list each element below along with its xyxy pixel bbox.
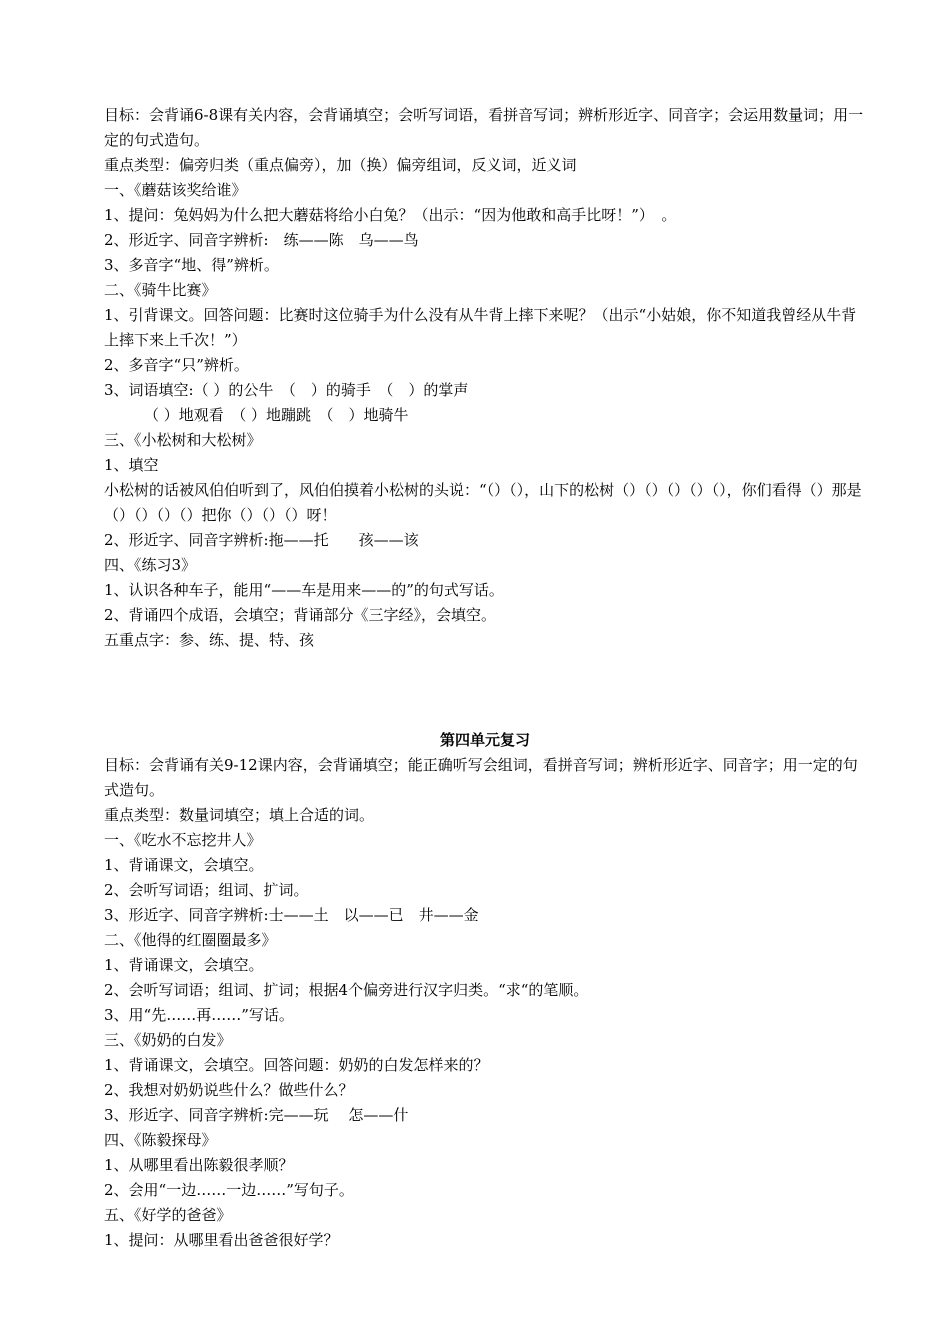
unit3-section-3-title: 三、《小松树和大松树》: [104, 431, 262, 449]
unit4-section-1-title: 一、《吃水不忘挖井人》: [104, 831, 262, 849]
unit4-section-3-item-1: 1、背诵课文，会填空。回答问题：奶奶的白发怎样来的？: [104, 1056, 489, 1074]
unit4-heading: 第四单元复习: [439, 731, 530, 749]
unit4-section-1-item-3: 3、形近字、同音字辨析:士——土 以——已 井——金: [104, 906, 479, 924]
unit3-key-types: 重点类型：偏旁归类（重点偏旁），加（换）偏旁组词，反义词，近义词: [104, 156, 577, 174]
unit3-section-3-item-1: 1、填空: [104, 456, 159, 474]
unit4-section-3-item-2: 2、我想对奶奶说些什么？做些什么？: [104, 1081, 354, 1099]
unit3-section-4-item-2: 2、背诵四个成语，会填空；背诵部分《三字经》，会填空。: [104, 606, 497, 624]
unit3-section-4-title: 四、《练习3》: [104, 556, 197, 574]
unit4-section-2-item-1: 1、背诵课文，会填空。: [104, 956, 264, 974]
unit3-section-2-item-2: 2、多音字“只”辨析。: [104, 356, 249, 374]
unit4-section-2-title: 二、《他得的红圈圈最多》: [104, 931, 277, 949]
section-gap: [104, 653, 866, 728]
unit3-section-1-item-3: 3、多音字“地、得”辨析。: [104, 256, 279, 274]
document-page: [104, 103, 866, 1253]
unit3-goal: 目标：会背诵6-8课有关内容，会背诵填空；会听写词语，看拼音写词；辨析形近字、同音字；会运用数量词；用一定的句式造句。: [104, 106, 864, 149]
unit3-section-1-title: 一、《蘑菇该奖给谁》: [104, 181, 247, 199]
unit4-section-1-item-1: 1、背诵课文，会填空。: [104, 856, 264, 874]
unit4-section-2-item-3: 3、用“先……再……”写话。: [104, 1006, 294, 1024]
unit3-section-2-item-3: 3、词语填空:（ ）的公牛 （ ）的骑手 （ ）的掌声: [104, 381, 469, 399]
unit4-section-4-item-1: 1、从哪里看出陈毅很孝顺？: [104, 1156, 294, 1174]
unit3-section-1-item-2: 2、形近字、同音字辨析: 练——陈 乌——鸟: [104, 231, 419, 249]
unit3-section-5-title: 五重点字：参、练、提、特、孩: [104, 631, 315, 649]
unit4-section-4-item-2: 2、会用“一边……一边……”写句子。: [104, 1181, 354, 1199]
unit4-section-4-title: 四、《陈毅探母》: [104, 1131, 217, 1149]
unit4-section-2-item-2: 2、会听写词语；组词、扩词；根据4个偏旁进行汉字归类。“求“的笔顺。: [104, 981, 589, 999]
unit4-section-3-item-3: 3、形近字、同音字辨析:完——玩 怎——什: [104, 1106, 409, 1124]
unit4-section-5-item-1: 1、提问：从哪里看出爸爸很好学？: [104, 1231, 339, 1249]
unit4-section-1-item-2: 2、会听写词语；组词、扩词。: [104, 881, 309, 899]
unit3-section-1-item-1: 1、提问：兔妈妈为什么把大蘑菇将给小白兔？（出示：“因为他敢和高手比呀！”） 。: [104, 206, 677, 224]
unit3-section-3-item-2: 2、形近字、同音字辨析:拖——托 孩——该: [104, 531, 419, 549]
unit4-key-types: 重点类型：数量词填空；填上合适的词。: [104, 806, 375, 824]
unit3-section-2-item-1: 1、引背课文。回答问题：比赛时这位骑手为什么没有从牛背上摔下来呢？（出示“小姑娘，你不知道我曾经从牛背上摔下来上千次！”）: [104, 306, 857, 349]
unit4-goal: 目标：会背诵有关9-12课内容，会背诵填空；能正确听写会组词，看拼音写词；辨析形近字、同音字；用一定的句式造句。: [104, 756, 858, 799]
unit3-section-2-item-3-continued: （ ）地观看 （ ）地蹦跳 （ ）地骑牛: [144, 406, 409, 424]
unit3-section-3-fill-text: 小松树的话被风伯伯听到了，风伯伯摸着小松树的头说：“（）（），山下的松树（）（）（）（）（），你们看得（）那是（）（）（）（）把你（）（）（）呀！: [104, 481, 862, 524]
unit3-section-2-title: 二、《骑牛比赛》: [104, 281, 217, 299]
unit4-section-3-title: 三、《奶奶的白发》: [104, 1031, 232, 1049]
unit3-section-4-item-1: 1、认识各种车子，能用“——车是用来——的”的句式写话。: [104, 581, 504, 599]
unit4-section-5-title: 五、《好学的爸爸》: [104, 1206, 232, 1224]
